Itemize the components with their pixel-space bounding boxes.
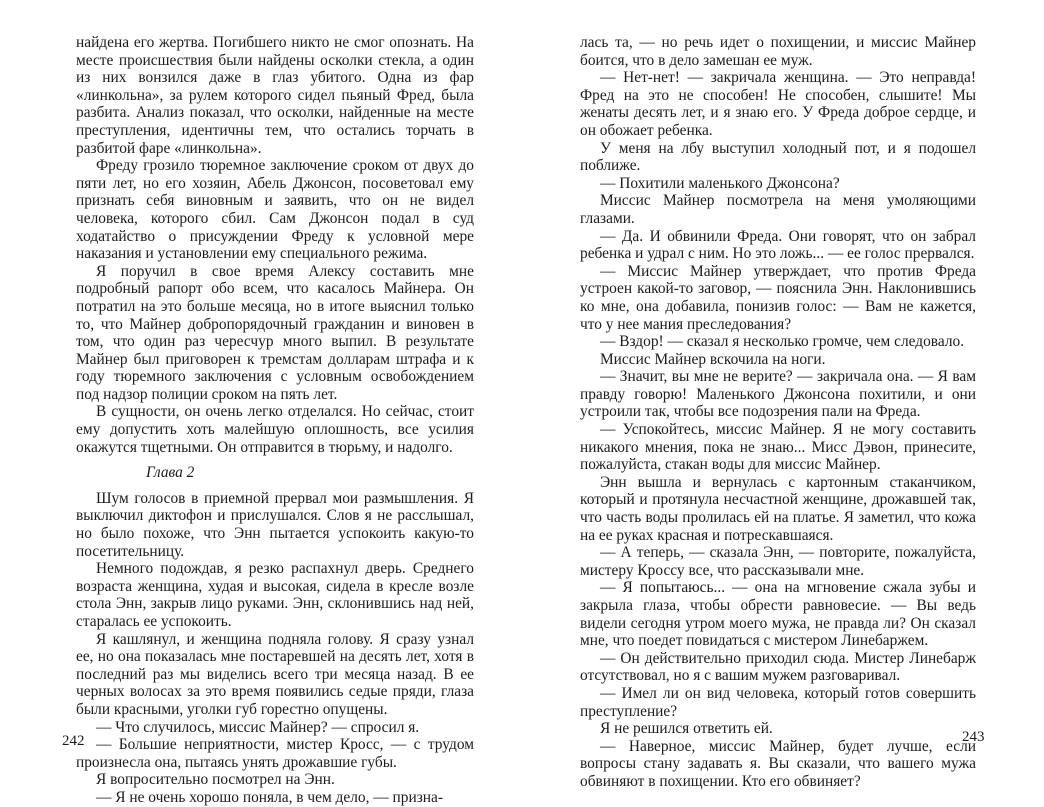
- left-page-bottom-text: [76, 490, 474, 807]
- paragraph: — Значит, вы мне не верите? — закричала она. — Я вам правду говорю! Маленького Джонсона похитили, и они устроили так, чтобы все подозрения пали на Фреда.: [580, 368, 976, 421]
- left-page: [76, 34, 474, 807]
- paragraph: — Нет-нет! — закричала женщина. — Это неправда! Фред на это не способен! Не способен, слышите! Мы женаты десять лет, и я знаю его. У Фреда доброе сердце, и он обожает ребенка.: [580, 69, 976, 139]
- paragraph: Я вопросительно посмотрел на Энн.: [96, 771, 335, 789]
- paragraph: У меня на лбу выступил холодный пот, и я подошел поближе.: [580, 139, 976, 175]
- paragraph: найдена его жертва. Погибшего никто не смог опознать. На месте происшествия были найдены осколки стекла, а один из них вонзился даже в глаз убитого. Одна из фар «линкольна», за рулем которого сидел пьяный Фред, была разбита. Анализ показал, что осколки, найденные на месте преступления, идентичны тем, что остались торчать в разбитой фаре «линкольна».: [76, 34, 474, 157]
- paragraph: — Да. И обвинили Фреда. Они говорят, что он забрал ребенка и удрал с ним. Но это ложь... — ее голос прервался.: [580, 227, 976, 263]
- paragraph: — Имел ли он вид человека, который готов совершить преступление?: [580, 684, 976, 720]
- paragraph: Фреду грозило тюремное заключение сроком от двух до пяти лет, но его хозяин, Абель Джонсон, посоветовал ему признать себя виновным и заявить, что он не видел человека, которого сбил. Сам Джонсон подал в суд ходатайство о присуждении Фреду к условной мере наказания и установлении ему специального режима.: [76, 157, 474, 263]
- chapter-heading: Глава 2: [146, 464, 195, 482]
- paragraph: лась та, — но речь идет о похищении, и миссис Майнер боится, что в дело замешан ее муж.: [580, 34, 976, 69]
- paragraph: — Он действительно приходил сюда. Мистер Линебарж отсутствовал, но я с вашим мужем разговаривал.: [580, 649, 976, 685]
- paragraph: — Наверное, миссис Майнер, будет лучше, если вопросы стану задавать я. Вы сказали, что вашего мужа обвиняют в похищении. Кто его обвиняет?: [580, 737, 976, 790]
- paragraph: — А теперь, — сказала Энн, — повторите, пожалуйста, мистеру Кроссу все, что рассказывали мне.: [580, 544, 976, 579]
- paragraph: — Большие неприятности, мистер Кросс, — с трудом произнесла она, пытаясь унять дрожавшие губы.: [76, 736, 474, 771]
- paragraph: — Я не очень хорошо поняла, в чем дело, — призна-: [96, 788, 443, 806]
- paragraph: — Я попытаюсь... — она на мгновение сжала зубы и закрыла глаза, чтобы обрести равновесие. — Вы ведь видели сегодня утром моего мужа, не правда ли? Он сказал мне, что поедет повидаться с мистером Линебаржем.: [580, 579, 976, 650]
- page-number-right: 243: [962, 729, 985, 745]
- paragraph: — Что случилось, миссис Майнер? — спросил я.: [96, 718, 420, 736]
- right-page-text: [580, 34, 976, 791]
- paragraph: — Вздор! — сказал я несколько громче, чем следовало.: [600, 333, 965, 351]
- paragraph: Миссис Майнер вскочила на ноги.: [600, 350, 826, 368]
- paragraph: — Миссис Майнер утверждает, что против Фреда устроен какой-то заговор, — пояснила Энн. Наклонившись ко мне, она добавила, понизив голос: — Вам не кажется, что у нее мания преследования?: [580, 262, 976, 333]
- right-page: [580, 34, 976, 791]
- paragraph: — Похитили маленького Джонсона?: [600, 174, 840, 192]
- paragraph: Я кашлянул, и женщина подняла голову. Я сразу узнал ее, но она показалась мне постаревшей на десять лет, хотя в последний раз мы виделись всего три месяца назад. В ее черных волосах за это время появились седые пряди, глаза были красными, уголки губ горестно опущены.: [76, 630, 474, 718]
- paragraph: Энн вышла и вернулась с картонным стаканчиком, который и протянула несчастной женщине, дрожавшей так, что часть воды пролилась ей на платье. Я заметил, что кожа на ее руках красная и потрескавшаяся.: [580, 473, 976, 544]
- paragraph: Немного подождав, я резко распахнул дверь. Среднего возраста женщина, худая и высокая, сидела в кресле возле стола Энн, закрыв лицо руками. Энн, склонившись над ней, старалась ее успокоить.: [76, 560, 474, 630]
- paragraph: Шум голосов в приемной прервал мои размышления. Я выключил диктофон и прислушался. Слов я не расслышал, но было похоже, что Энн пытается успокоить какую-то посетительницу.: [76, 489, 474, 560]
- left-page-top-text: [76, 34, 474, 456]
- page-number-left: 242: [62, 733, 85, 749]
- paragraph: В сущности, он очень легко отделался. Но сейчас, стоит ему допустить хоть малейшую оплошность, все усилия окажутся тщетными. Он отправится в тюрьму, и надолго.: [76, 403, 474, 456]
- paragraph: Я поручил в свое время Алексу составить мне подробный рапорт обо всем, что касалось Майнера. Он потратил на это больше месяца, но в итоге выяснил только то, что Майнер добропорядочный гражданин и виновен в том, что один раз чересчур много выпил. В результате Майнер был приговорен к тремстам долларам штрафа и к году тюремного заключения с условным освобождением под надзор полиции сроком на пять лет.: [76, 262, 474, 403]
- paragraph: — Успокойтесь, миссис Майнер. Я не могу составить никакого мнения, пока не знаю... Мисс Дэвон, принесите, пожалуйста, стакан воды для миссис Майнер.: [580, 421, 976, 474]
- paragraph: Я не решился ответить ей.: [600, 720, 773, 738]
- paragraph: Миссис Майнер посмотрела на меня умоляющими глазами.: [580, 192, 976, 227]
